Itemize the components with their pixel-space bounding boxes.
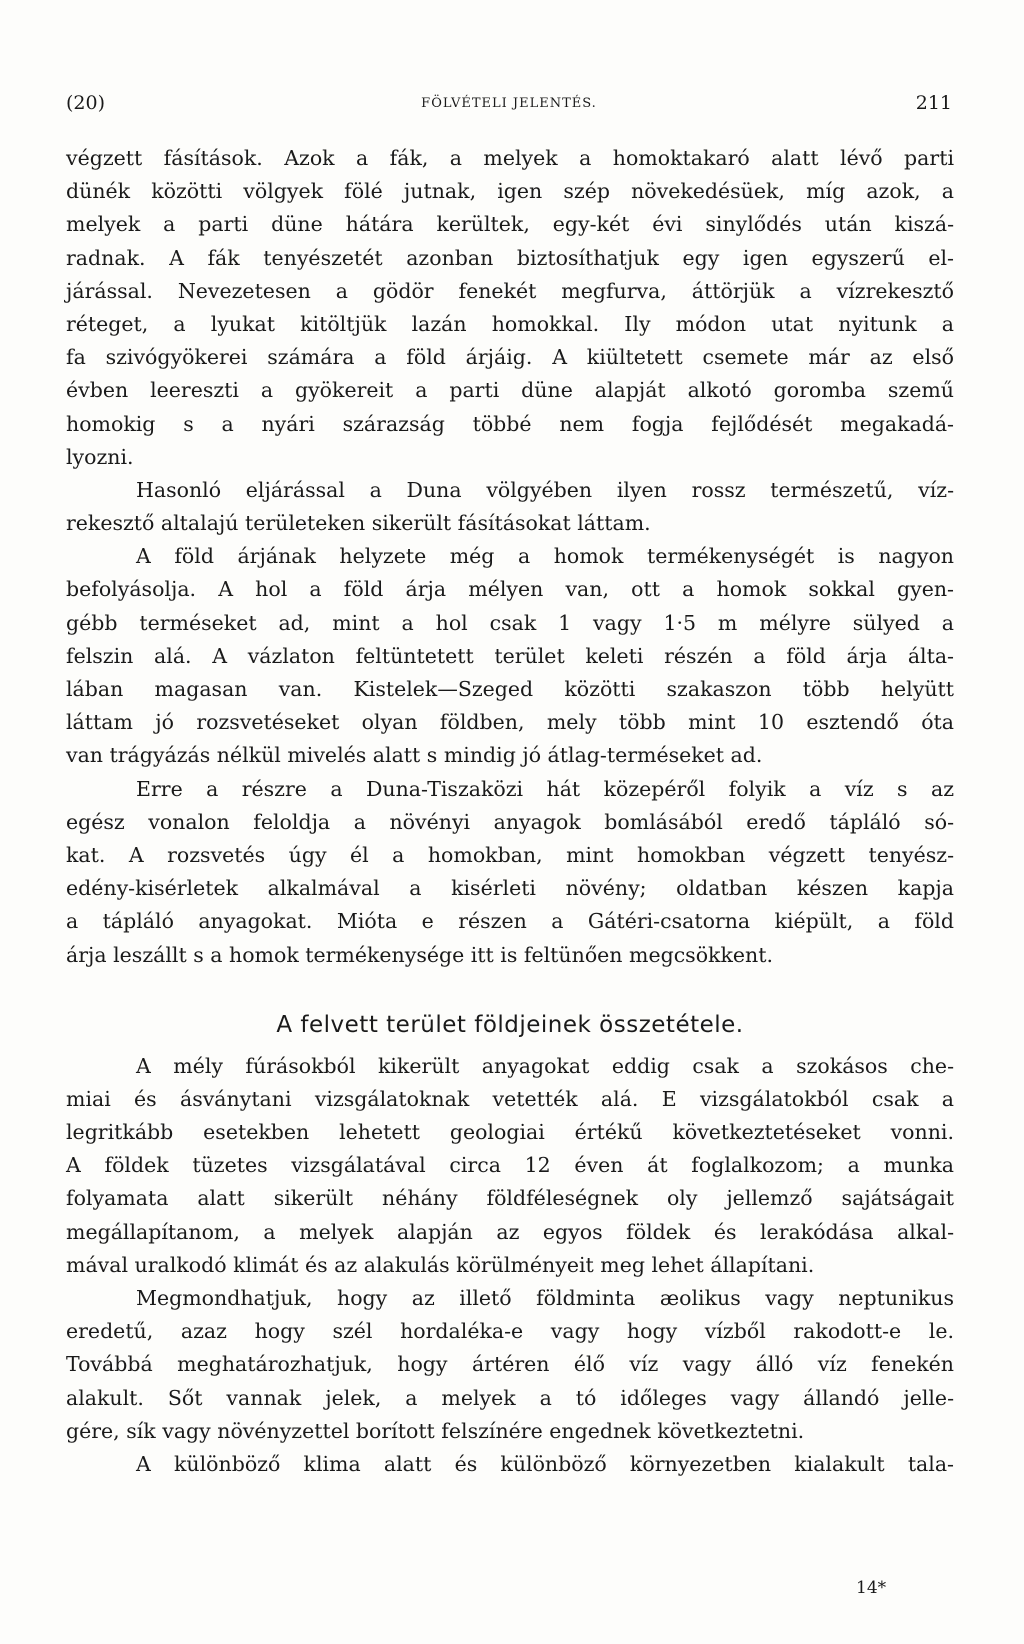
paragraph (66, 773, 954, 972)
text-line: a tápláló anyagokat. Mióta e részen a Gátéri-csatorna kiépült, a föld (66, 909, 954, 934)
paragraph (66, 142, 954, 474)
text-line: járással. Nevezetesen a gödör fenekét megfurva, áttörjük a vízrekesztő (66, 278, 954, 303)
paragraph (66, 1282, 954, 1448)
text-line: rekesztő altalajú területeken sikerült fásításokat láttam. (66, 511, 651, 536)
text-line: fa szivógyökerei számára a föld árjáig. A kiültetett csemete már az első (66, 345, 954, 370)
text-line: egész vonalon feloldja a növényi anyagok bomlásából eredő tápláló só- (66, 809, 954, 834)
text-line: réteget, a lyukat kitöltjük lazán homokkal. Ily módon utat nyitunk a (66, 311, 954, 336)
text-line: radnak. A fák tenyészetét azonban biztosíthatjuk egy igen egyszerű el- (66, 245, 954, 270)
text-line: befolyásolja. A hol a föld árja mélyen van, ott a homok sokkal gyen- (66, 577, 954, 602)
text-line: A földek tüzetes vizsgálatával circa 12 éven át foglalkozom; a munka (66, 1153, 954, 1178)
text-line: évben leereszti a gyökereit a parti düne alapját alkotó goromba szemű (66, 378, 954, 403)
text-line: árja leszállt s a homok termékenysége itt is feltünően megcsökkent. (66, 942, 773, 967)
text-line: láttam jó rozsvetéseket olyan földben, mely több mint 10 esztendő óta (66, 710, 954, 735)
paragraph (66, 474, 954, 540)
paragraph (66, 1050, 954, 1282)
text-line: edény-kisérletek alkalmával a kisérleti növény; oldatban készen kapja (66, 876, 954, 901)
text-line: felszin alá. A vázlaton feltüntetett terület keleti részén a föld árja álta- (66, 643, 954, 668)
text-line: gére, sík vagy növényzettel borított felszínére engednek következtetni. (66, 1418, 805, 1443)
body-text (66, 142, 954, 1481)
text-line: eredetű, azaz hogy szél hordaléka-e vagy hogy vízből rakodott-e le. (66, 1319, 954, 1344)
text-line: legritkább esetekben lehetett geologiai értékű következtetéseket vonni. (66, 1120, 954, 1145)
text-line: van trágyázás nélkül mivelés alatt s mindig jó átlag-terméseket ad. (66, 743, 763, 768)
page-number: 211 (915, 92, 952, 114)
text-line: Hasonló eljárással a Duna völgyében ilyen rossz természetű, víz- (136, 477, 954, 502)
text-line: végzett fásítások. Azok a fák, a melyek a homoktakaró alatt lévő parti (66, 146, 954, 170)
text-line: Továbbá meghatározhatjuk, hogy ártéren élő víz vagy álló víz fenekén (66, 1352, 954, 1377)
text-line: dünék közötti völgyek fölé jutnak, igen szép növekedésüek, míg azok, a (66, 179, 954, 204)
text-line: alakult. Sőt vannak jelek, a melyek a tó időleges vagy állandó jelle- (66, 1385, 954, 1410)
paragraph (66, 540, 954, 772)
page-label: (20) (66, 92, 106, 114)
text-line: A különböző klima alatt és különböző környezetben kialakult tala- (136, 1451, 954, 1476)
text-line: miai és ásványtani vizsgálatoknak vetették alá. E vizsgálatokból csak a (66, 1086, 954, 1111)
running-head (66, 92, 952, 122)
text-line: Erre a részre a Duna-Tiszaközi hát közepéről folyik a víz s az (136, 776, 954, 801)
text-line: lában magasan van. Kistelek—Szeged közötti szakaszon több helyütt (66, 677, 954, 701)
text-line: megállapítanom, a melyek alapján az egyos földek és lerakódása alkal- (66, 1219, 954, 1244)
text-line: Megmondhatjuk, hogy az illető földminta æolikus vagy neptunikus (136, 1286, 954, 1310)
text-line: gébb terméseket ad, mint a hol csak 1 vagy 1·5 m mélyre sülyed a (66, 610, 954, 635)
signature-mark: 14* (856, 1578, 887, 1598)
text-line: lyozni. (66, 444, 134, 469)
text-line: kat. A rozsvetés úgy él a homokban, mint homokban végzett tenyész- (66, 842, 954, 867)
running-title: FÖLVÉTELI JELENTÉS. (421, 96, 597, 111)
section-heading: A felvett terület földjeinek összetétele. (276, 1011, 744, 1038)
text-line: folyamata alatt sikerült néhány földféleségnek oly jellemző sajátságait (66, 1186, 954, 1211)
text-line: A föld árjának helyzete még a homok termékenységét is nagyon (136, 544, 954, 569)
paragraph (66, 1448, 954, 1481)
text-line: mával uralkodó klimát és az alakulás körülményeit meg lehet állapítani. (66, 1252, 815, 1277)
text-line: A mély fúrásokból kikerült anyagokat eddig csak a szokásos che- (136, 1053, 954, 1078)
text-line: melyek a parti düne hátára kerültek, egy-két évi sinylődés után kiszá- (66, 212, 954, 237)
text-line: homokig s a nyári szárazság többé nem fogja fejlődését megakadá- (66, 411, 954, 436)
